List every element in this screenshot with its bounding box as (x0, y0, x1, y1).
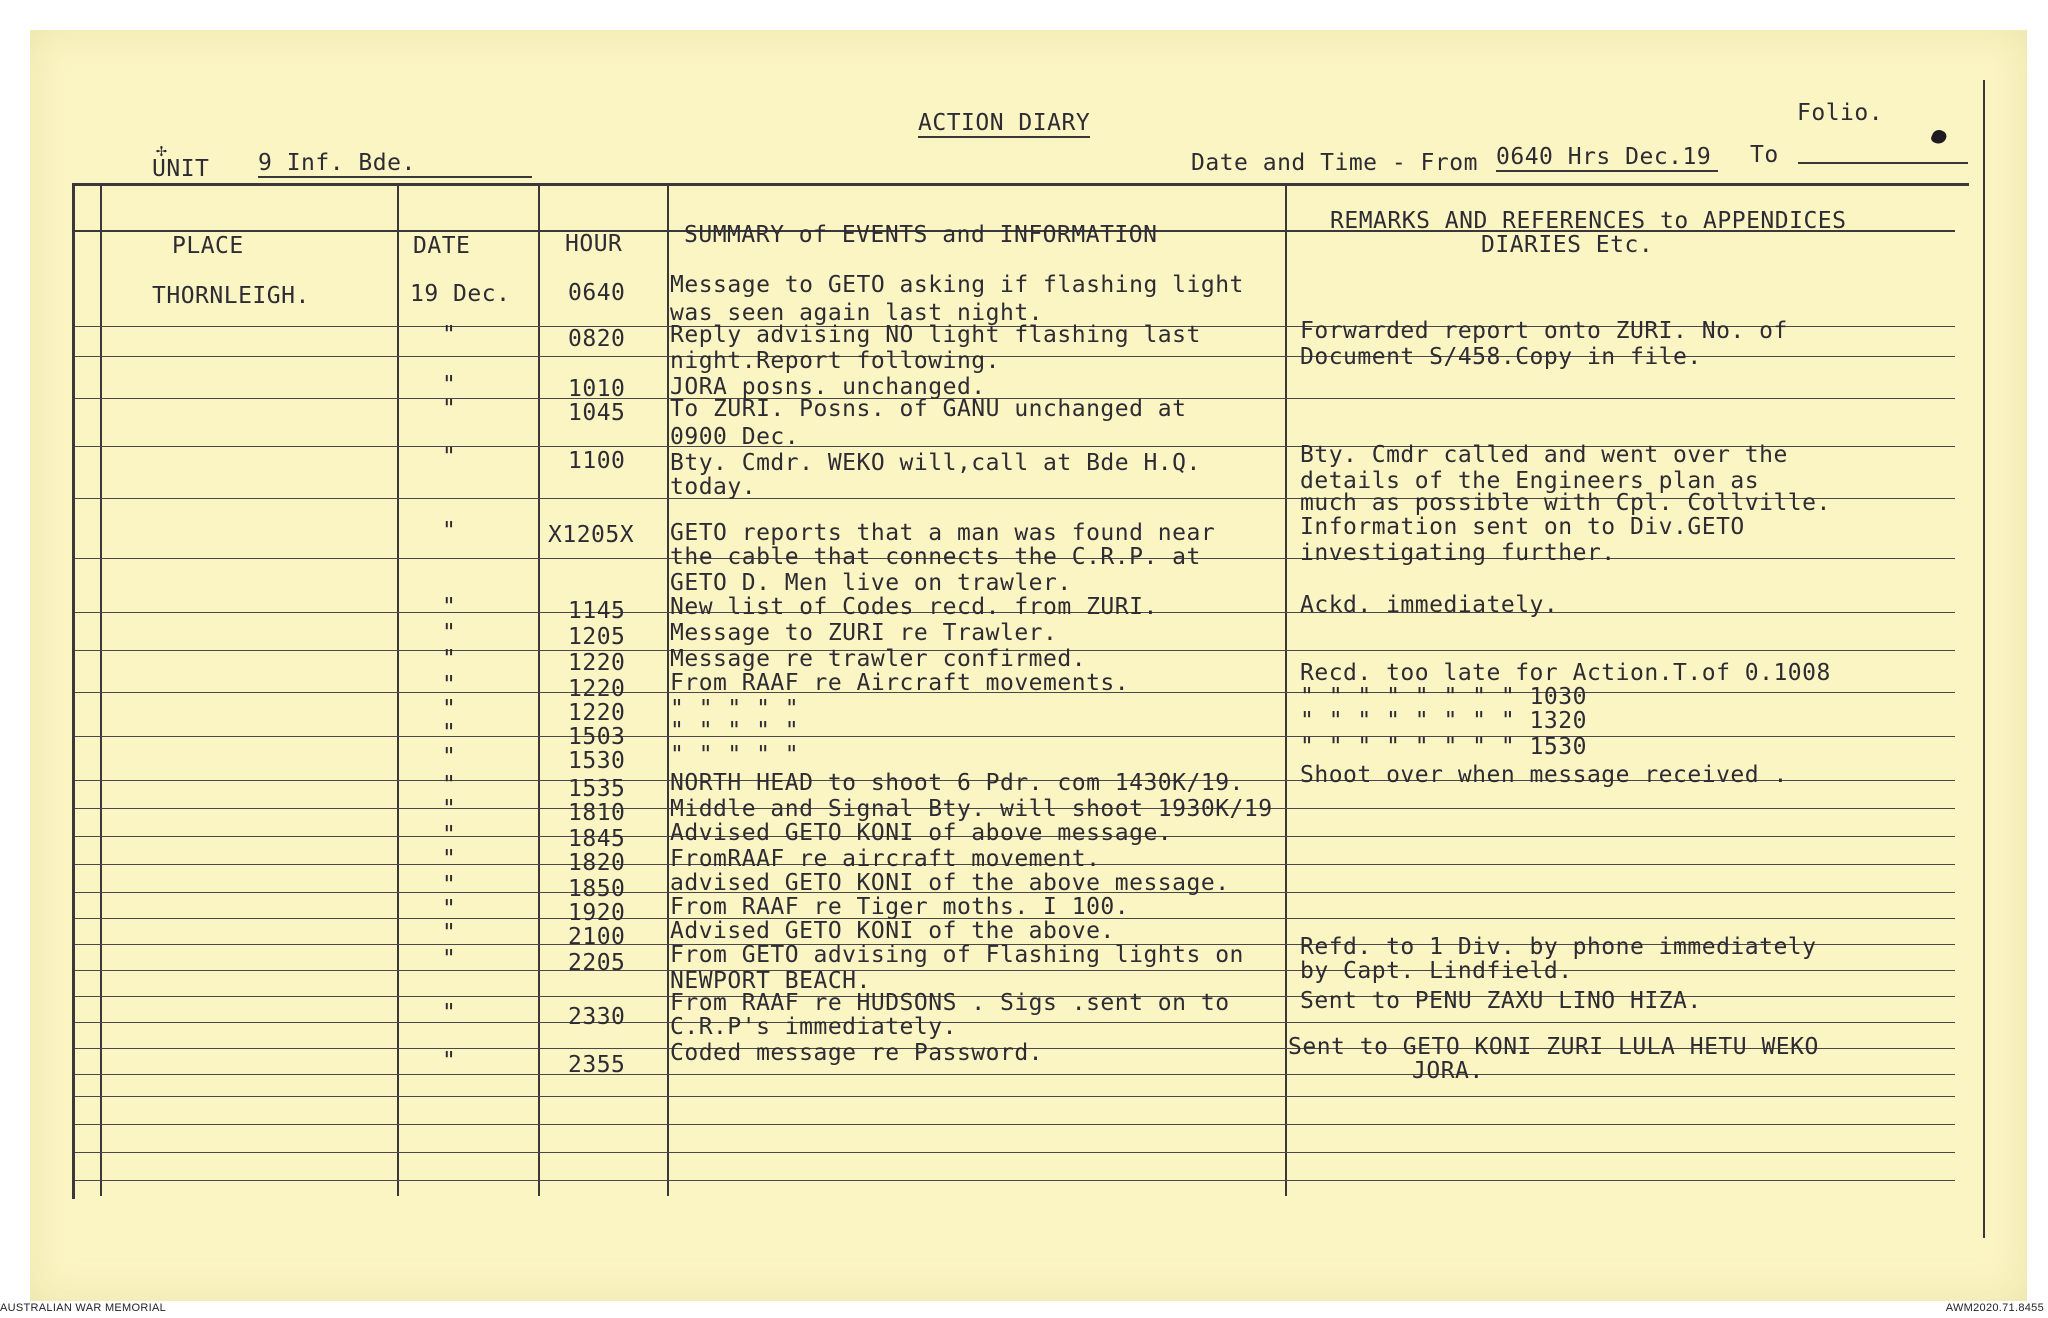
hour-entry: 2100 (568, 924, 626, 950)
date-ditto: " (442, 396, 457, 422)
date-ditto: " (442, 444, 457, 470)
remarks-line: Information sent on to Div.GETO (1300, 514, 1745, 540)
remarks-line: Refd. to 1 Div. by phone immediately (1300, 934, 1817, 960)
unit-label: UNIT (152, 156, 210, 182)
summary-line: GETO D. Men live on trawler. (670, 570, 1072, 596)
summary-line: From RAAF re HUDSONS . Sigs .sent on to (670, 990, 1230, 1016)
remarks-line: Ackd. immediately. (1300, 592, 1559, 618)
summary-line: FromRAAF re aircraft movement. (670, 846, 1101, 872)
date-value: 19 Dec. (410, 281, 511, 307)
footer-reference: AWM2020.71.8455 (1945, 1302, 2044, 1314)
date-ditto: " (442, 672, 457, 698)
hour-entry: 1100 (568, 448, 626, 474)
header-summary: SUMMARY of EVENTS and INFORMATION (684, 222, 1158, 248)
hour-entry: X1205X (548, 522, 635, 548)
unit-value: 9 Inf. Bde. (258, 150, 532, 178)
hour-entry: 1220 (568, 676, 626, 702)
summary-line: To ZURI. Posns. of GANU unchanged at (670, 396, 1187, 422)
row-rule (75, 1124, 1955, 1125)
hour-entry: 1220 (568, 700, 626, 726)
header-place: PLACE (172, 233, 244, 259)
summary-line: NORTH HEAD to shoot 6 Pdr. com 1430K/19. (670, 770, 1244, 796)
summary-line: C.R.P's immediately. (670, 1014, 957, 1040)
summary-line: night.Report following. (670, 348, 1000, 374)
summary-line: From RAAF re Tiger moths. I 100. (670, 894, 1130, 920)
hour-entry: 1530 (568, 748, 626, 774)
summary-line: New list of Codes recd. from ZURI. (670, 594, 1158, 620)
summary-line: Message to GETO asking if flashing light (670, 272, 1244, 298)
hour-entry: 1920 (568, 900, 626, 926)
remarks-line: Bty. Cmdr called and went over the (1300, 442, 1788, 468)
date-ditto: " (442, 594, 457, 620)
summary-line: JORA posns. unchanged. (670, 374, 986, 400)
summary-line: Advised GETO KONI of above message. (670, 820, 1173, 846)
summary-line: " " " " " (670, 718, 800, 744)
summary-line: " " " " " (670, 742, 800, 768)
summary-line: Message to ZURI re Trawler. (670, 620, 1058, 646)
row-rule (75, 736, 1955, 737)
to-value-line (1798, 140, 1968, 164)
hour-entry: 1820 (568, 850, 626, 876)
row-rule (75, 1152, 1955, 1153)
summary-line: 0900 Dec. (670, 424, 800, 450)
remarks-line: much as possible with Cpl. Collville. (1300, 490, 1831, 516)
date-ditto: " (442, 846, 457, 872)
hour-entry: 1850 (568, 876, 626, 902)
row-rule (75, 1074, 1955, 1075)
column-rule (667, 183, 669, 1196)
place-value: THORNLEIGH. (152, 283, 310, 309)
date-ditto: " (442, 518, 457, 544)
date-ditto: " (442, 696, 457, 722)
footer-archive: AUSTRALIAN WAR MEMORIAL (0, 1302, 167, 1314)
date-ditto: " (442, 322, 457, 348)
summary-line: Reply advising NO light flashing last (670, 322, 1201, 348)
remarks-line: by Capt. Lindfield. (1300, 958, 1573, 984)
summary-line: From RAAF re Aircraft movements. (670, 670, 1130, 696)
header-remarks: REMARKS AND REFERENCES to APPENDICES (1330, 208, 1847, 234)
header-remarks-2: DIARIES Etc. (1481, 232, 1654, 258)
hour-entry: 1045 (568, 400, 626, 426)
remarks-line: Document S/458.Copy in file. (1300, 344, 1702, 370)
row-rule (75, 1022, 1955, 1023)
column-rule (100, 183, 102, 1196)
hour-entry: 1220 (568, 650, 626, 676)
remarks-line: Forwarded report onto ZURI. No. of (1300, 318, 1788, 344)
date-ditto: " (442, 1048, 457, 1074)
hour-entry: 1145 (568, 598, 626, 624)
hour-entry: 2355 (568, 1052, 626, 1078)
header-date: DATE (413, 233, 471, 259)
date-ditto: " (442, 744, 457, 770)
hour-entry: 2205 (568, 950, 626, 976)
remarks-line: Recd. too late for Action.T.of 0.1008 (1300, 660, 1831, 686)
column-rule (1285, 183, 1287, 1196)
hour-entry: 1503 (568, 724, 626, 750)
column-rule (538, 183, 540, 1196)
summary-line: From GETO advising of Flashing lights on (670, 942, 1244, 968)
summary-line: was seen again last night. (670, 300, 1044, 326)
summary-line: " " " " " (670, 696, 800, 722)
to-label: To (1750, 142, 1779, 168)
hour-entry: 0640 (568, 280, 626, 306)
remarks-line: JORA. (1412, 1058, 1484, 1084)
remarks-line: Sent to PENU ZAXU LINO HIZA. (1300, 988, 1702, 1014)
pin-mark: ✢ (156, 140, 167, 161)
date-ditto: " (442, 720, 457, 746)
hour-entry: 1205 (568, 624, 626, 650)
remarks-line: " " " " " " " " 1030 (1300, 684, 1587, 710)
summary-line: Middle and Signal Bty. will shoot 1930K/19 (670, 796, 1273, 822)
summary-line: the cable that connects the C.R.P. at (670, 544, 1201, 570)
column-rule (397, 183, 399, 1196)
remarks-line: Sent to GETO KONI ZURI LULA HETU WEKO (1288, 1034, 1819, 1060)
page-title: ACTION DIARY (918, 110, 1091, 136)
date-ditto: " (442, 372, 457, 398)
folio-label: Folio. (1797, 100, 1884, 126)
remarks-line: Shoot over when message received . (1300, 762, 1788, 788)
row-rule (75, 1096, 1955, 1097)
date-ditto: " (442, 946, 457, 972)
hour-entry: 2330 (568, 1004, 626, 1030)
date-ditto: " (442, 796, 457, 822)
remarks-line: " " " " " " " " 1320 (1300, 708, 1587, 734)
date-ditto: " (442, 920, 457, 946)
date-ditto: " (442, 772, 457, 798)
remarks-line: details of the Engineers plan as (1300, 468, 1760, 494)
date-time-label: Date and Time - From (1191, 150, 1478, 176)
row-rule (75, 1180, 1955, 1181)
date-ditto: " (442, 872, 457, 898)
summary-line: advised GETO KONI of the above message. (670, 870, 1230, 896)
date-ditto: " (442, 646, 457, 672)
summary-line: Advised GETO KONI of the above. (670, 918, 1115, 944)
right-margin-rule (1983, 80, 1985, 1238)
summary-line: Message re trawler confirmed. (670, 646, 1087, 672)
summary-line: today. (670, 474, 757, 500)
summary-line: GETO reports that a man was found near (670, 520, 1216, 546)
date-time-value: 0640 Hrs Dec.19 (1496, 144, 1718, 172)
hour-entry: 1535 (568, 776, 626, 802)
hour-entry: 1010 (568, 376, 626, 402)
remarks-line: investigating further. (1300, 540, 1616, 566)
date-ditto: " (442, 896, 457, 922)
summary-line: NEWPORT BEACH. (670, 968, 871, 994)
remarks-line: " " " " " " " " 1530 (1300, 734, 1587, 760)
hour-entry: 1810 (568, 800, 626, 826)
hour-entry: 0820 (568, 326, 626, 352)
date-ditto: " (442, 1000, 457, 1026)
header-hour: HOUR (565, 231, 623, 257)
row-rule (75, 970, 1955, 971)
date-ditto: " (442, 620, 457, 646)
date-ditto: " (442, 822, 457, 848)
summary-line: Coded message re Password. (670, 1040, 1044, 1066)
hour-entry: 1845 (568, 826, 626, 852)
summary-line: Bty. Cmdr. WEKO will,call at Bde H.Q. (670, 450, 1201, 476)
